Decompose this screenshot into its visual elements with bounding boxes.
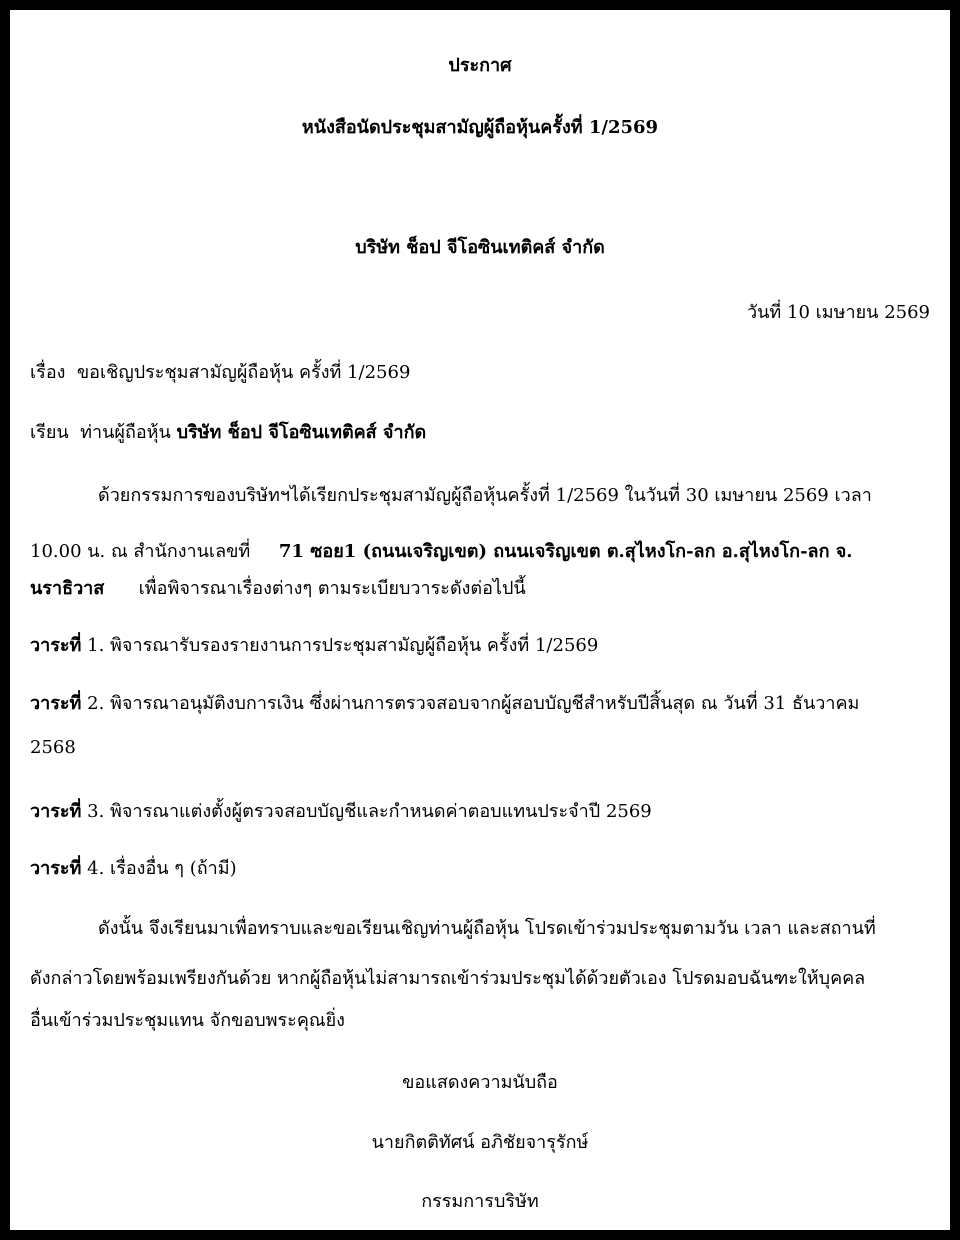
agenda-item-1 [30,630,598,659]
agenda-label: วาระที่ [30,858,82,879]
closing-line-2: ดังกล่าวโดยพร้อมเพรียงกันด้วย หากผู้ถือหุ้นไม่สามารถเข้าร่วมประชุมได้ด้วยตัวเอง โปรดมอบฉันฑะให้บุคคล [30,968,866,989]
intro-line-2-start: 10.00 น. ณ สำนักงานเลขที่ [30,541,251,562]
document-date: วันที่ 10 เมษายน 2569 [747,302,930,323]
agenda-item-2-continuation: 2568 [30,737,76,758]
agenda-label: วาระที่ [30,801,82,822]
company-name: บริษัท ช็อป จีโอซินเทติคส์ จำกัด [355,237,605,258]
subject-text: ขอเชิญประชุมสามัญผู้ถือหุ้น ครั้งที่ 1/2569 [76,362,411,383]
agenda-text: 2. พิจารณาอนุมัติงบการเงิน ซึ่งผ่านการตรวจสอบจากผู้สอบบัญชีสำหรับปีสิ้นสุด ณ วันที่ 31 ธันวาคม [87,693,860,714]
meeting-province: นราธิวาส [30,578,105,599]
signatory-name: นายกิตติทัศน์ อภิชัยจารุรักษ์ [371,1132,589,1153]
closing-line-1: ดังนั้น จึงเรียนมาเพื่อทราบและขอเรียนเชิญท่านผู้ถือหุ้น โปรดเข้าร่วมประชุมตามวัน เวลา และสถานที่ [98,918,876,939]
agenda-label: วาระที่ [30,693,82,714]
addressee-line [30,417,426,446]
closing-regards: ขอแสดงความนับถือ [402,1072,558,1093]
agenda-label: วาระที่ [30,635,82,656]
notice-title: หนังสือนัดประชุมสามัญผู้ถือหุ้นครั้งที่ 1/2569 [301,117,659,138]
meeting-address: 71 ซอย1 (ถนนเจริญเขต) ถนนเจริญเขต ต.สุไหงโก-ลก อ.สุไหงโก-ลก จ. [278,541,853,562]
agenda-text: 1. พิจารณารับรองรายงานการประชุมสามัญผู้ถือหุ้น ครั้งที่ 1/2569 [87,635,599,656]
intro-line-1: ด้วยกรรมการของบริษัทฯได้เรียกประชุมสามัญผู้ถือหุ้นครั้งที่ 1/2569 ในวันที่ 30 เมษายน 2569 เวลา [98,485,872,506]
agenda-text: 4. เรื่องอื่น ๆ (ถ้ามี) [87,858,237,879]
intro-line-2 [30,536,853,565]
agenda-item-4 [30,853,237,882]
subject-label: เรื่อง [30,362,66,383]
intro-line-3 [30,573,526,602]
announce-heading: ประกาศ [448,55,512,76]
document-page [10,10,950,1230]
subject-line [30,357,410,386]
closing-line-3: อื่นเข้าร่วมประชุมแทน จักขอบพระคุณยิ่ง [30,1010,345,1031]
addressee-label: เรียน [30,422,69,443]
agenda-text: 3. พิจารณาแต่งตั้งผู้ตรวจสอบบัญชีและกำหนดค่าตอบแทนประจำปี 2569 [87,801,652,822]
intro-line-3-text: เพื่อพิจารณาเรื่องต่างๆ ตามระเบียบวาระดังต่อไปนี้ [138,578,526,599]
addressee-company: บริษัท ช็อป จีโอซินเทติคส์ จำกัด [176,422,427,443]
signatory-position: กรรมการบริษัท [421,1191,539,1212]
agenda-item-2 [30,688,859,717]
agenda-item-3 [30,796,652,825]
addressee-text: ท่านผู้ถือหุ้น [80,422,171,443]
